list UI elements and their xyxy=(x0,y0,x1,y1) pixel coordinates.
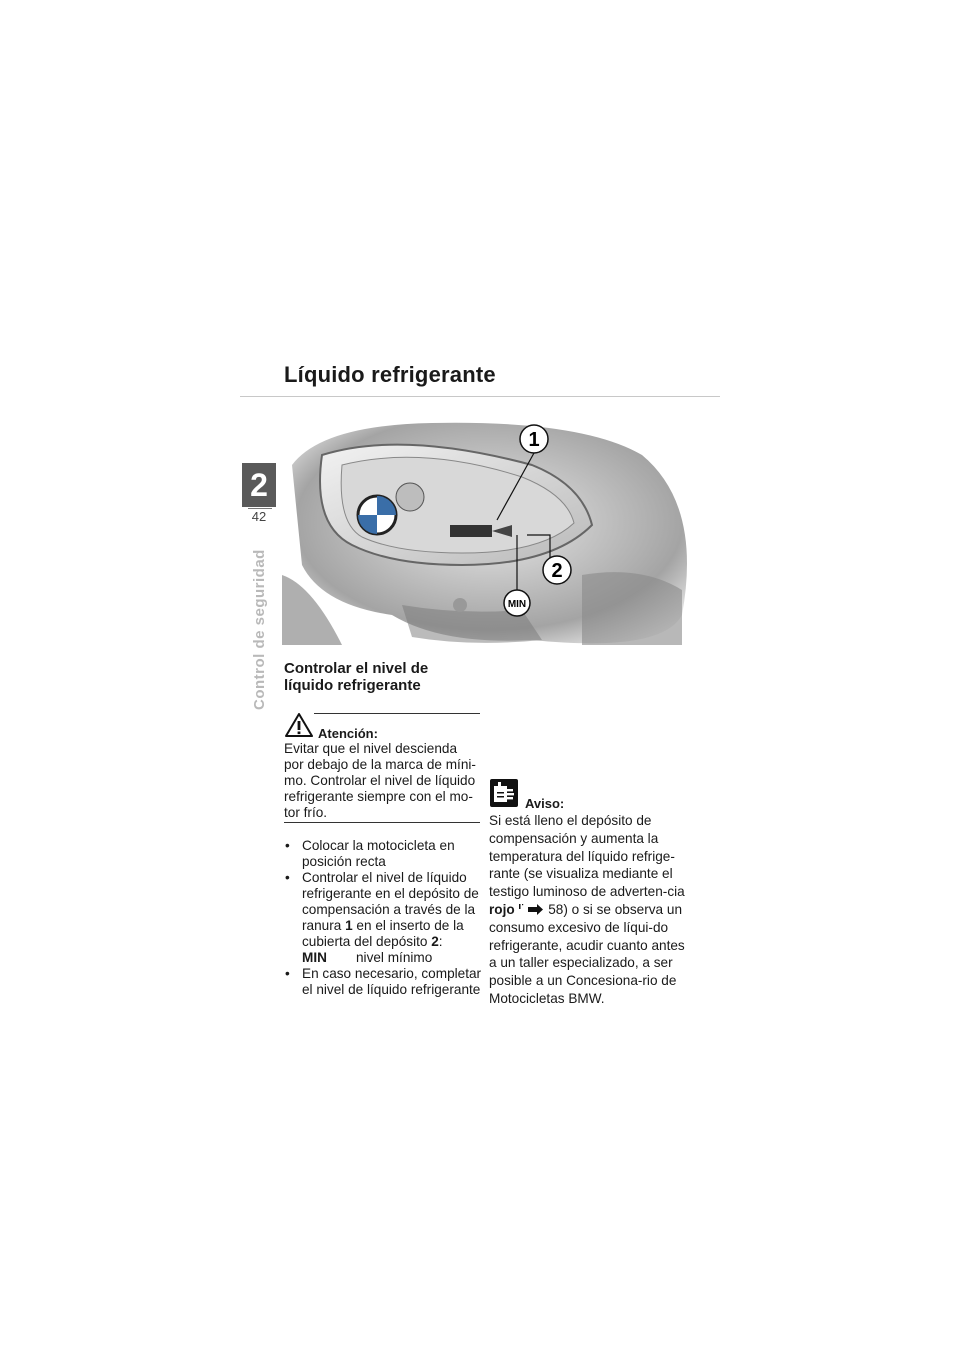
list-item xyxy=(284,870,484,966)
step-text: Controlar el nivel de líquido refrigerante en el depósito de compensación a través de la ranura xyxy=(302,870,479,933)
step-text: : xyxy=(438,934,443,949)
slot-reference: 1 xyxy=(345,918,353,933)
step-text: En caso necesario, completar el nivel de líquido refrigerante xyxy=(302,966,482,997)
warning-triangle-icon xyxy=(285,712,313,738)
side-section-label: Control de seguridad xyxy=(251,549,268,710)
note-text-part: ) o si se observa un consumo excesivo de líqui-do refrigerante, acudir cuanto antes a un taller especializado, a ser posible a un Concesiona-rio de Motocicletas BMW. xyxy=(489,901,685,1006)
min-key: MIN xyxy=(302,950,327,965)
callout-1-label: 1 xyxy=(528,429,540,451)
page-number: 42 xyxy=(251,509,267,524)
warning-top-rule xyxy=(314,713,480,714)
section-heading xyxy=(284,660,484,694)
arrow-reference-icon xyxy=(518,903,544,915)
bullet: • xyxy=(285,870,290,885)
callout-2-label: 2 xyxy=(551,560,563,582)
min-definition xyxy=(302,950,484,966)
warning-label: Atención: xyxy=(318,726,378,741)
warning-bottom-rule xyxy=(284,822,480,823)
list-item xyxy=(284,838,484,870)
red-word: rojo xyxy=(489,901,515,917)
page-reference: 58 xyxy=(548,901,564,917)
bullet: • xyxy=(285,966,290,981)
note-label: Aviso: xyxy=(525,796,565,811)
title-divider xyxy=(240,396,720,397)
tank-reference: 2 xyxy=(431,934,439,949)
callout-min-label: MIN xyxy=(507,599,527,610)
coolant-tank-photo xyxy=(282,415,702,653)
note-text-part: Si está lleno el depósito de compensación y aumenta la temperatura del líquido refrige-rante (se visualiza mediante el testigo luminoso de adverten-cia xyxy=(489,813,685,900)
procedure-steps xyxy=(284,838,484,998)
page-title: Líquido refrigerante xyxy=(284,362,496,387)
note-text xyxy=(489,812,695,1008)
section-heading-line2: líquido refrigerante xyxy=(284,677,421,694)
list-item xyxy=(284,966,484,998)
warning-text: Evitar que el nivel descienda por debajo de la marca de míni-mo. Controlar el nivel de líquido refrigerante siempre con el mo-tor frío. xyxy=(284,741,476,820)
chapter-number-badge: 2 xyxy=(242,463,276,507)
section-heading-line1: Controlar el nivel de xyxy=(284,660,429,677)
note-hand-icon xyxy=(489,778,519,808)
step-text: en el inserto de la cubierta del depósito xyxy=(302,918,464,949)
bullet: • xyxy=(285,838,290,853)
min-value: nivel mínimo xyxy=(356,950,433,965)
step-text: Colocar la motocicleta en posición recta xyxy=(302,838,455,869)
